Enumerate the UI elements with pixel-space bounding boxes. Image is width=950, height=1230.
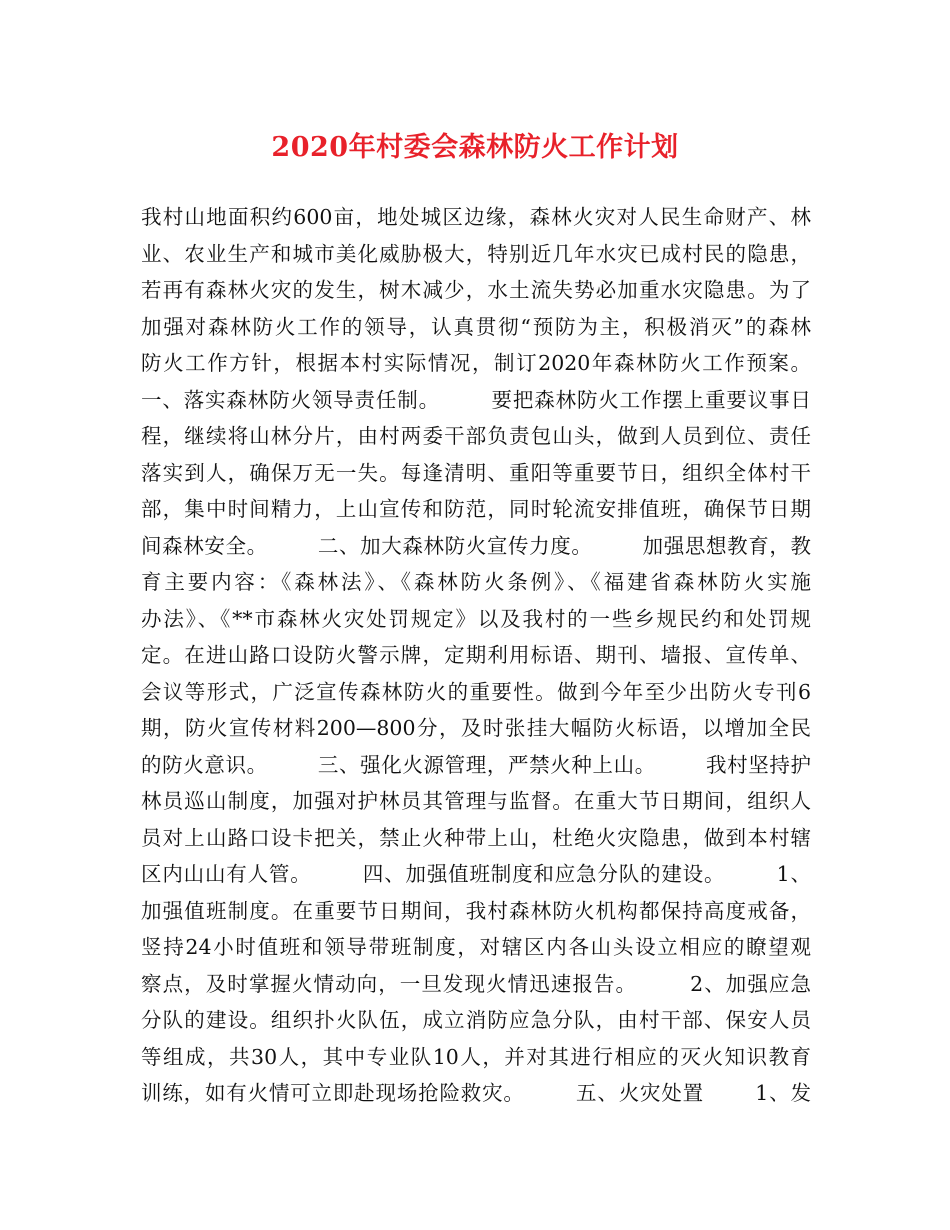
body-line: 加强值班制度。在重要节日期间，我村森林防火机构都保持高度戒备， xyxy=(141,898,811,923)
body-line: 间森林安全。 二、加大森林防火宣传力度。 加强思想教育，教 xyxy=(141,533,811,558)
body-line: 林员巡山制度，加强对护林员其管理与监督。在重大节日期间，组织人 xyxy=(141,789,811,813)
body-line: 期，防火宣传材料200—800分，及时张挂大幅防火标语，以增加全民 xyxy=(141,716,811,740)
body-line: 育主要内容：《森林法》、《森林防火条例》、《福建省森林防火实施 xyxy=(141,570,811,594)
body-line: 分队的建设。组织扑火队伍，成立消防应急分队，由村干部、保安人员 xyxy=(141,1008,811,1032)
body-line: 业、农业生产和城市美化威胁极大，特别近几年水灾已成村民的隐患， xyxy=(141,241,811,266)
body-line: 我村山地面积约600亩，地处城区边缘，森林火灾对人民生命财产、林 xyxy=(141,205,811,229)
body-line: 程，继续将山林分片，由村两委干部负责包山头，做到人员到位、责任 xyxy=(141,424,811,448)
body-line: 等组成，共30人，其中专业队10人，并对其进行相应的灭火知识教育 xyxy=(141,1044,811,1069)
body-line: 竖持24小时值班和领导带班制度，对辖区内各山头设立相应的瞭望观 xyxy=(141,935,811,959)
document-body xyxy=(141,199,811,1112)
body-line: 若再有森林火灾的发生，树木减少，水土流失势必加重水灾隐患。为了 xyxy=(141,278,811,302)
body-line: 员对上山路口设卡把关，禁止火种带上山，杜绝火灾隐患，做到本村辖 xyxy=(141,825,811,850)
body-line: 部，集中时间精力，上山宣传和防范，同时轮流安排值班，确保节日期 xyxy=(141,497,811,521)
body-line: 落实到人，确保万无一失。每逢清明、重阳等重要节日，组织全体村干 xyxy=(141,460,811,485)
body-line: 会议等形式，广泛宣传森林防火的重要性。做到今年至少出防火专刊6 xyxy=(141,679,811,704)
body-line: 区内山山有人管。 四、加强值班制度和应急分队的建设。 1、 xyxy=(141,862,811,886)
body-line: 一、落实森林防火领导责任制。 要把森林防火工作摆上重要议事日 xyxy=(141,387,811,412)
body-line: 定。在进山路口设防火警示牌，定期利用标语、期刊、墙报、宣传单、 xyxy=(141,643,811,667)
body-line: 加强对森林防火工作的领导，认真贯彻“预防为主，积极消灭”的森林 xyxy=(141,314,811,339)
body-line: 察点，及时掌握火情动向，一旦发现火情迅速报告。 2、加强应急 xyxy=(141,971,811,996)
body-line: 的防火意识。 三、强化火源管理，严禁火种上山。 我村坚持护 xyxy=(141,752,811,777)
body-line: 训练，如有火情可立即赴现场抢险救灾。 五、火灾处置 1、发 xyxy=(141,1081,811,1105)
body-line: 防火工作方针，根据本村实际情况，制订2020年森林防火工作预案。 xyxy=(141,351,811,375)
body-line: 办法》、《**市森林火灾处罚规定》以及我村的一些乡规民约和处罚规 xyxy=(141,606,811,631)
document-title: 2020年村委会森林防火工作计划 xyxy=(271,132,679,163)
